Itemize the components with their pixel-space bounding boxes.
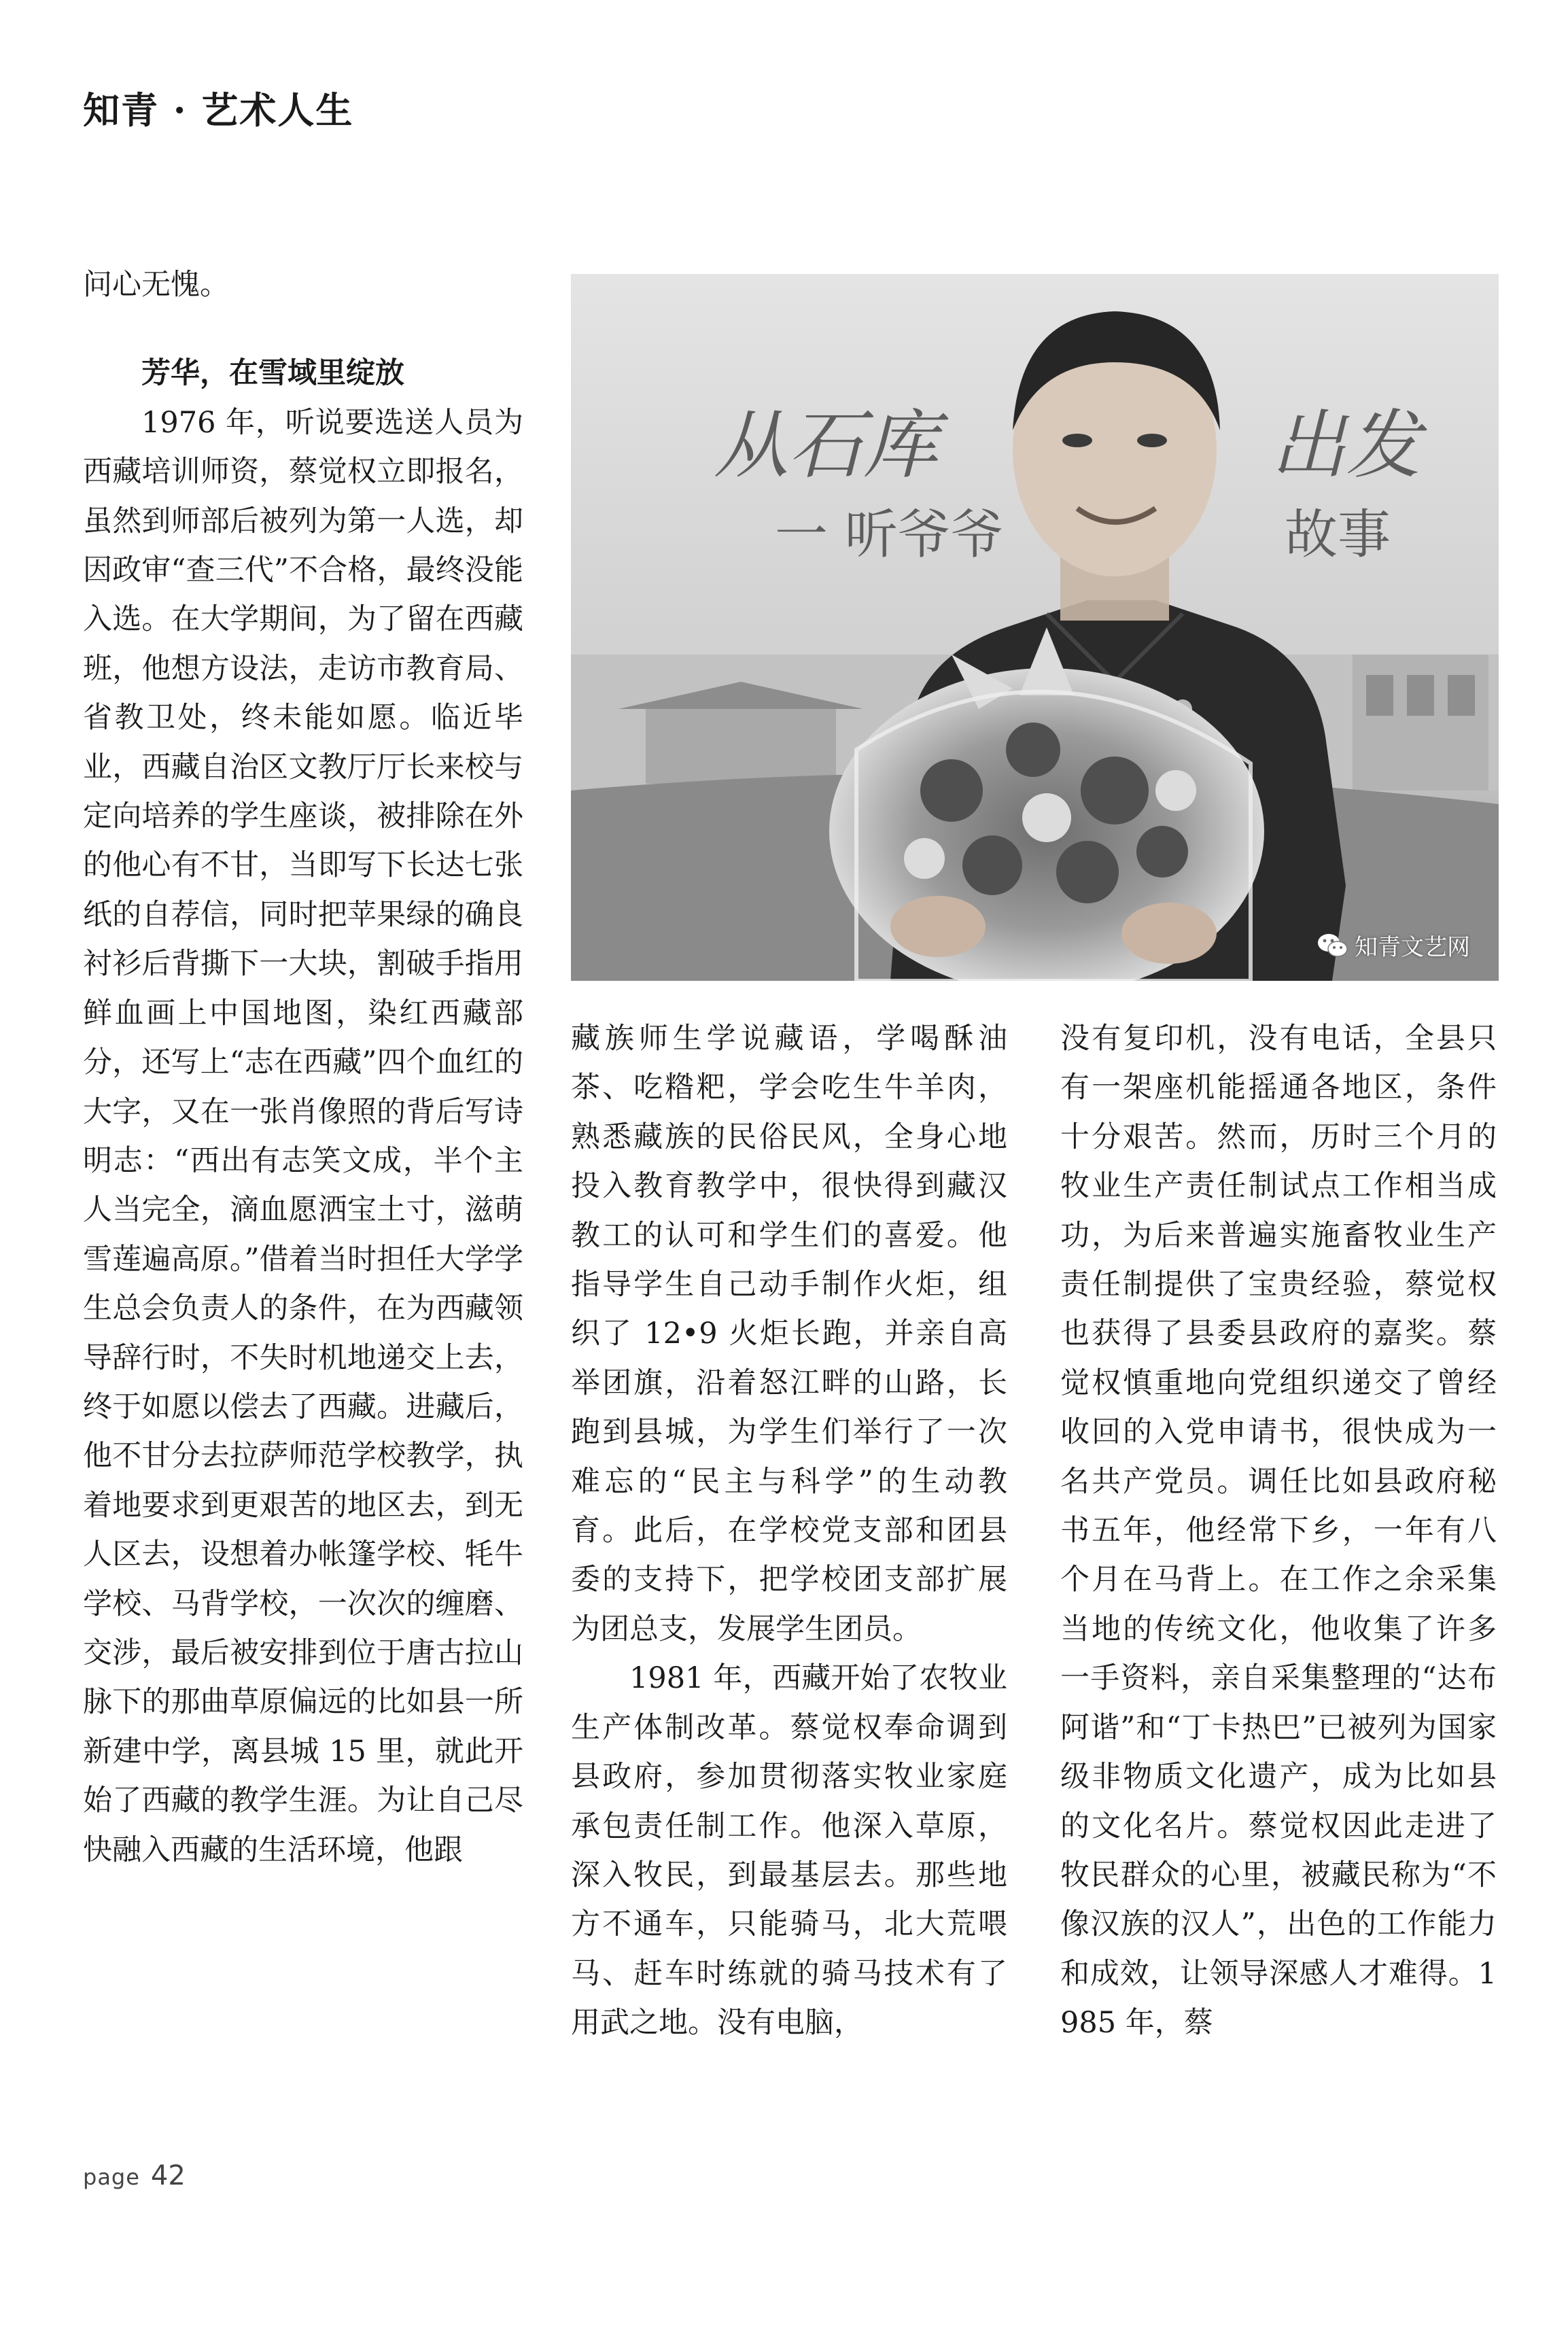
portrait-photo — [571, 274, 1499, 981]
text-column-2 — [571, 1014, 1007, 2048]
wechat-icon — [1317, 933, 1348, 958]
paragraph: 1981 年，西藏开始了农牧业生产体制改革。蔡觉权奉命调到县政府，参加贯彻落实牧业家庭承包责任制工作。他深入草原，深入牧民，到最基层去。那些地方不通车，只能骑马，北大荒喂马、赶车时练就的骑马技术有了用武之地。没有电脑， — [571, 1661, 1007, 2040]
page-footer — [83, 2160, 186, 2191]
text-column-3 — [1060, 1014, 1497, 2048]
section-header: 知青 · 艺术人生 — [83, 88, 354, 132]
watermark-text: 知青文艺网 — [1355, 934, 1470, 961]
paragraph: 问心无愧。 — [83, 268, 229, 302]
page-label: page — [83, 2164, 140, 2190]
photo-illustration — [571, 274, 1499, 981]
banner-text: 故事 — [1285, 504, 1391, 566]
text-column-1 — [83, 260, 523, 1875]
page-number: 42 — [150, 2160, 186, 2191]
banner-text: 出发 — [1271, 402, 1421, 489]
watermark — [1317, 928, 1470, 962]
banner-text: 从石库 — [714, 402, 938, 489]
banner-text: 一 听爷爷 — [775, 504, 1004, 566]
paragraph: 1976 年，听说要选送人员为西藏培训师资，蔡觉权立即报名，虽然到师部后被列为第一人选，却因政审“查三代”不合格，最终没能入选。在大学期间，为了留在西藏班，他想方设法，走访市教育局、省教卫处，终未能如愿。临近毕业，西藏自治区文教厅厅长来校与定向培养的学生座谈，被排除在外的他心有不甘，当即写下长达七张纸的自荐信，同时把苹果绿的确良衬衫后背撕下一大块，割破手指用鲜血画上中国地图，染红西藏部分，还写上“志在西藏”四个血红的大字，又在一张肖像照的背后写诗明志：“西出有志笑文成，半个主人当完全，滴血愿洒宝土寸，滋萌雪莲遍高原。”借着当时担任大学学生总会负责人的条件，在为西藏领导辞行时，不失时机地递交上去，终于如愿以偿去了西藏。进藏后，他不甘分去拉萨师范学校教学，执着地要求到更艰苦的地区去，到无人区去，设想着办帐篷学校、牦牛学校、马背学校，一次次的缠磨、交涉，最后被安排到位于唐古拉山脉下的那曲草原偏远的比如县一所新建中学，离县城 15 里，就此开始了西藏的教学生涯。为让自己尽快融入西藏的生活环境，他跟 — [83, 405, 523, 1867]
section-heading: 芳华，在雪域里绽放 — [141, 356, 404, 391]
paragraph: 藏族师生学说藏语，学喝酥油茶、吃糌粑，学会吃生牛羊肉，熟悉藏族的民俗民风，全身心地投入教育教学中，很快得到藏汉教工的认可和学生们的喜爱。他指导学生自己动手制作火炬，组织了 12•9 火炬长跑，并亲自高举团旗，沿着怒江畔的山路，长跑到县城，为学生们举行了一次难忘的“民主与科学”的生动教育。此后，在学校党支部和团县委的支持下，把学校团支部扩展为团总支，发展学生团员。 — [571, 1022, 1007, 1646]
paragraph: 没有复印机，没有电话，全县只有一架座机能摇通各地区，条件十分艰苦。然而，历时三个月的牧业生产责任制试点工作相当成功，为后来普遍实施畜牧业生产责任制提供了宝贵经验，蔡觉权也获得了县委县政府的嘉奖。蔡觉权慎重地向党组织递交了曾经收回的入党申请书，很快成为一名共产党员。调任比如县政府秘书五年，他经常下乡，一年有八个月在马背上。在工作之余采集当地的传统文化，他收集了许多一手资料，亲自采集整理的“达布阿谐”和“丁卡热巴”已被列为国家级非物质文化遗产，成为比如县的文化名片。蔡觉权因此走进了牧民群众的心里，被藏民称为“不像汉族的汉人”，出色的工作能力和成效，让领导深感人才难得。1985 年，蔡 — [1060, 1022, 1497, 2040]
